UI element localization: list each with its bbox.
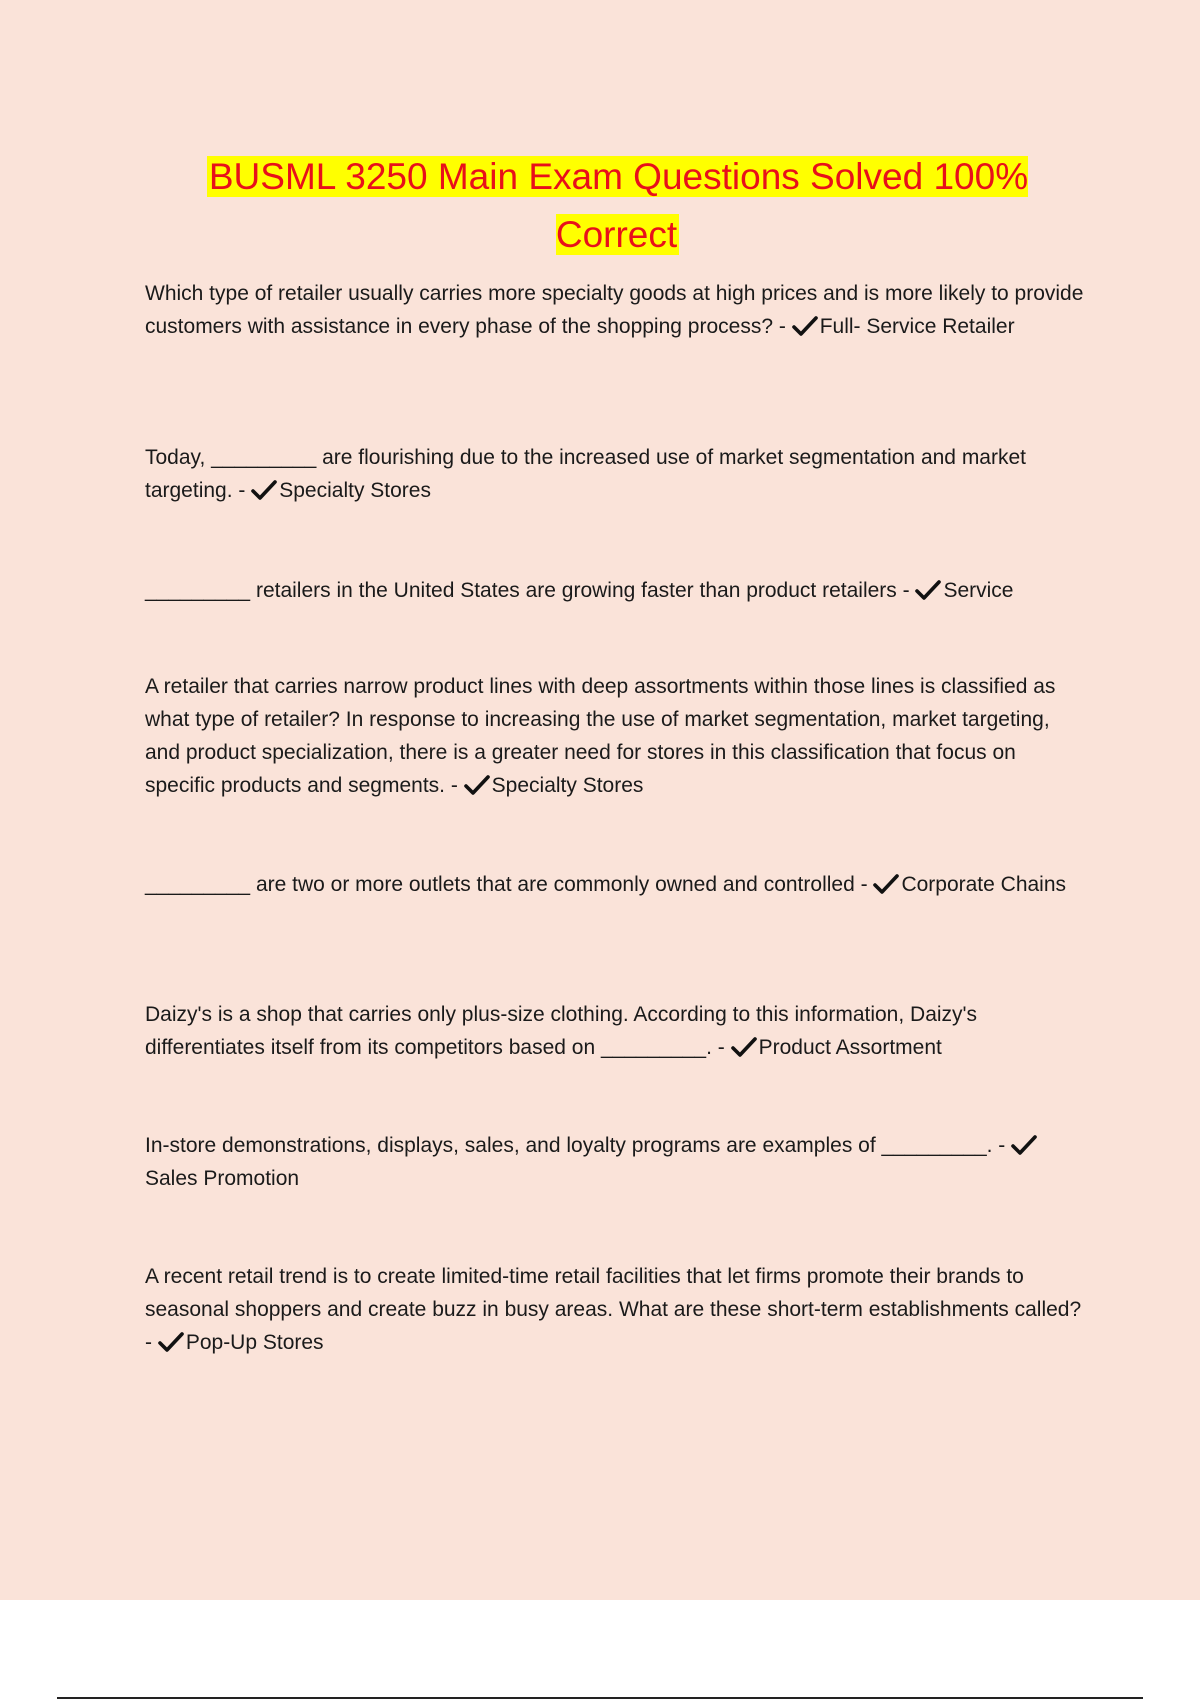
answer-text: Pop-Up Stores xyxy=(185,1331,324,1354)
question-text: Daizy's is a shop that carries only plus-size clothing. According to this information, Daizy's differentiates itself from its competitors based on _________. xyxy=(145,1003,978,1059)
separator: - xyxy=(854,873,874,896)
checkmark-icon xyxy=(731,1037,757,1057)
answer-text: Sales Promotion xyxy=(145,1167,300,1190)
qa-item-3 xyxy=(145,574,1090,607)
checkmark-icon xyxy=(873,874,899,894)
answer-text: Specialty Stores xyxy=(279,479,431,502)
checkmark-icon xyxy=(1011,1135,1037,1155)
answer-text: Full- Service Retailer xyxy=(819,315,1015,338)
answer-text: Corporate Chains xyxy=(901,873,1067,896)
qa-item-2 xyxy=(145,441,1090,507)
question-text: Which type of retailer usually carries more specialty goods at high prices and is more likely to provide customers with assistance in every phase of the shopping process? xyxy=(145,282,1084,338)
answer-text: Specialty Stores xyxy=(491,774,644,797)
question-text: A retailer that carries narrow product lines with deep assortments within those lines is classified as what type of retailer? In response to increasing the use of market segmentation, market targeting, and product specialization, there is a greater need for stores in this classification that focus on specific products and segments. xyxy=(145,675,1056,797)
question-text: Today, _________ are flourishing due to the increased use of market segmentation and market targeting. xyxy=(145,446,1026,502)
checkmark-icon xyxy=(251,480,277,500)
separator: - xyxy=(445,774,464,797)
qa-item-8 xyxy=(145,1260,1090,1359)
qa-item-7 xyxy=(145,1129,1090,1195)
qa-item-5 xyxy=(145,868,1090,901)
answer-text: Service xyxy=(943,579,1014,602)
separator: - xyxy=(896,579,916,602)
answer-text: Product Assortment xyxy=(758,1036,942,1059)
bottom-divider xyxy=(57,1697,1143,1699)
separator: - xyxy=(232,479,252,502)
qa-item-4 xyxy=(145,670,1090,802)
qa-item-6 xyxy=(145,998,1090,1064)
separator: - xyxy=(992,1134,1012,1157)
question-text: _________ retailers in the United States are growing faster than product retailers xyxy=(145,579,897,602)
checkmark-icon xyxy=(158,1332,184,1352)
title-highlight: BUSML 3250 Main Exam Questions Solved 100% Correct xyxy=(208,156,1029,255)
question-text: A recent retail trend is to create limited-time retail facilities that let firms promote their brands to seasonal shoppers and create buzz in busy areas. What are these short-term establishments called? xyxy=(145,1265,1082,1321)
checkmark-icon xyxy=(915,580,941,600)
question-text: In-store demonstrations, displays, sales, and loyalty programs are examples of _________. xyxy=(145,1134,993,1157)
document-title xyxy=(145,148,1090,264)
checkmark-icon xyxy=(792,316,818,336)
checkmark-icon xyxy=(464,775,490,795)
separator: - xyxy=(773,315,792,338)
separator: - xyxy=(711,1036,731,1059)
separator: - xyxy=(145,1331,158,1354)
qa-item-1 xyxy=(145,277,1090,343)
question-text: _________ are two or more outlets that are commonly owned and controlled xyxy=(145,873,855,896)
